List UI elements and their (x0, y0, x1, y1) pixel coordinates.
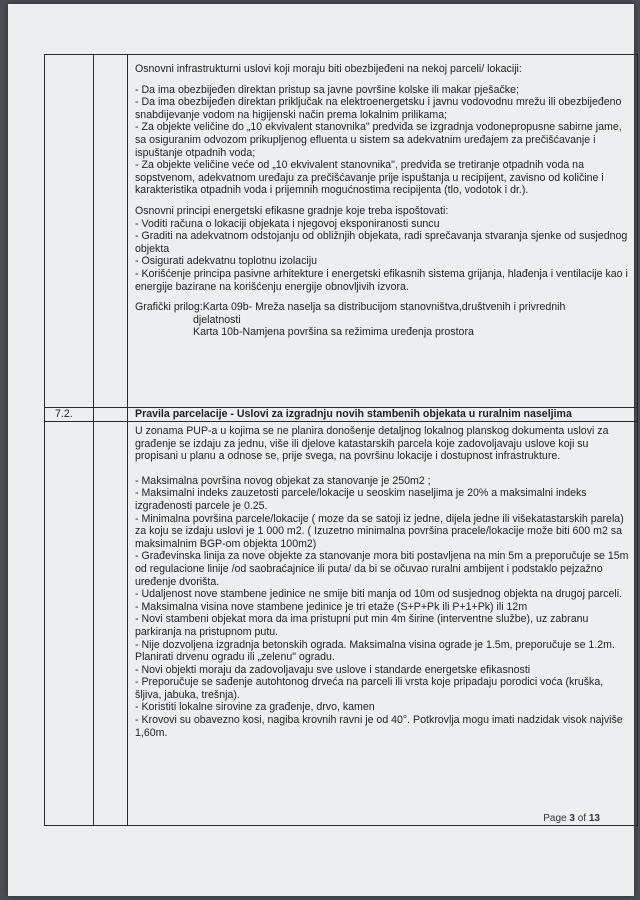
infrastructure-section (135, 63, 631, 339)
paragraph: Osnovni infrastrukturni uslovi koji moraju biti obezbijeđeni na nekoj parceli/ lokaciji: (135, 63, 522, 75)
paragraph: - Maksimalni indeks zauzetosti parcele/lokacije u seoskim naseljima je 20% a maksimalni indeks izgrađenosti parcele je 0.25. (135, 487, 587, 512)
graphic-line-2: djelatnosti (193, 313, 241, 326)
paragraph: - Minimalna površina parcele/lokacije ( moze da se satoji iz jedne, dijela jedne ili višekatastarskih parela) za koju se izdaju uslovi je 1 000 m2. ( Izuzetno minimalna površina pracele/lokacije može biti 600 m2 sa maksimalnim BGP-om objekta 100m2) (135, 512, 624, 550)
graphic-attachment (135, 301, 631, 339)
paragraph: - Voditi računa o lokaciji objekata i njegovoj eksponiranosti suncu (135, 217, 440, 230)
paragraph: - Da ima obezbijeđen direktan priključak na elektroenergetsku i javnu vodovodnu mrežu ili obezbijeđeno snabdijevanje vodom na higijenski način prema lokalnim prilikama; (135, 96, 622, 121)
page-number: 3 (569, 813, 575, 824)
page-footer (543, 813, 600, 824)
paragraph: - Korišćenje principa pasivne arhitekture i energetski efikasnih sistema grijanja, hlađenja i ventilacije kao i energije bazirane na korišćenju energije obnovljivih izvora. (135, 267, 628, 293)
graphic-line-1: Grafički prilog:Karta 09b- Mreža naselja sa distribucijom stanovništva,društvenih i privrednih (135, 301, 566, 314)
paragraph: - Novi stambeni objekat mora da ima pristupni put min 4m širine (interventne službe), uz zabranu parkiranja na pristupnom putu. (135, 613, 589, 638)
section-title: Pravila parcelacije - Uslovi za izgradnju novih stambenih objekata u ruralnim naseljima (135, 408, 572, 420)
paragraph-spacer (135, 76, 631, 84)
paragraph: - Nije dozvoljena izgradnja betonskih ograda. Maksimalna visina ograde je 1.5m, preporučuje se 1.2m. Planirati drvenu ogradu ili „zelenu" ogradu. (135, 638, 615, 664)
paragraph: - Građevinska linija za nove objekte za stanovanje mora biti postavljena na min 5m a preporučuje se 15m od regulacione linije /od saobraćajnice ili puta/ da bi se očuvao ruralni ambijent i podstaklo pejzažno uređenje dvorišta. (135, 550, 629, 588)
paragraph: - Maksimalna površina novog objekat za stanovanje je 250m2 ; (135, 474, 431, 487)
paragraph: - Preporučuje se sađenje autohtonog drveća na parceli ili vrsta koje pripadaju porodici voća (kruška, šljiva, jabuka, trešnja). (135, 676, 604, 701)
paragraph: - Novi objekti moraju da zadovoljavaju sve uslove i standarde energetske efikasnosti (135, 663, 531, 676)
paragraph-spacer (135, 293, 631, 301)
content-table (44, 54, 638, 826)
paragraph: - Krovovi su obavezno kosi, nagiba krovnih ravni je od 40°. Potkrovlja mogu imati nadzidak visok najviše 1,60m. (135, 714, 623, 739)
paragraph: - Za objekte veličine do „10 ekvivalent stanovnika" predviđa se izgradnja vodonepropusne sabirne jame, sa osiguranim odvozom prikupljenog efluenta u sistem sa adekvatnim uređajem za prečišćavanje i ispuštanje otpadnih voda; (135, 121, 622, 159)
paragraph-spacer (135, 463, 631, 475)
paragraph: - Za objekte veličine veće od „10 ekvivalent stanovnika", predviđa se tretiranje otpadnih voda na sopstvenom, adekvatnom uređaju za prečišćavanje prije ispuštanja u recipijent, zavisno od količine i karakteristika otpadnih voda i prijemnih mogućnostima recipijenta (tlo, vodotok i dr.). (135, 159, 604, 197)
graphic-line-3: Karta 10b-Namjena površina sa režimima uređenja prostora (193, 326, 474, 339)
paragraph: - Udaljenost nove stambene jedinice ne smije biti manja od 10m od susjednog objekta na drugoj parceli. (135, 588, 623, 601)
paragraph: - Graditi na adekvatnom odstojanju od obližnjih objekata, radi sprečavanja stvaranja sjenke od susjednog objekta (135, 230, 628, 255)
parcelation-rules-section (135, 425, 631, 739)
section-number: 7.2. (55, 408, 73, 420)
document-page (8, 4, 634, 896)
spacer-column (93, 55, 128, 825)
paragraph: U zonama PUP-a u kojima se ne planira donošenje detaljnog lokalnog planskog dokumenta uslovi za građenje se izdaju za jednu, više ili djelove katastarskih parcela koje zadovoljavaju uslove koji su propisani u planu a odnose se, prije svega, na površinu lokacije i dostupnost infrastrukture. (135, 425, 609, 463)
section-header-row (45, 407, 637, 422)
paragraph: - Da ima obezbijeđen direktan pristup sa javne površine kolske ili makar pješačke; (135, 83, 519, 96)
paragraph: - Maksimalna visina nove stambene jedinice je tri etaže (S+P+Pk ili P+1+Pk) ili 12m (135, 600, 528, 613)
paragraph-spacer (135, 197, 631, 205)
paragraph: - Osigurati adekvatnu toplotnu izolaciju (135, 255, 317, 268)
paragraph: - Koristiti lokalne sirovine za građenje, drvo, kamen (135, 701, 375, 714)
paragraph: Osnovni principi energetski efikasne gradnje koje treba ispoštovati: (135, 204, 449, 217)
page-prefix: Page (543, 813, 570, 824)
number-column (45, 55, 94, 825)
page-total: 13 (588, 813, 600, 824)
page-of: of (574, 813, 589, 824)
